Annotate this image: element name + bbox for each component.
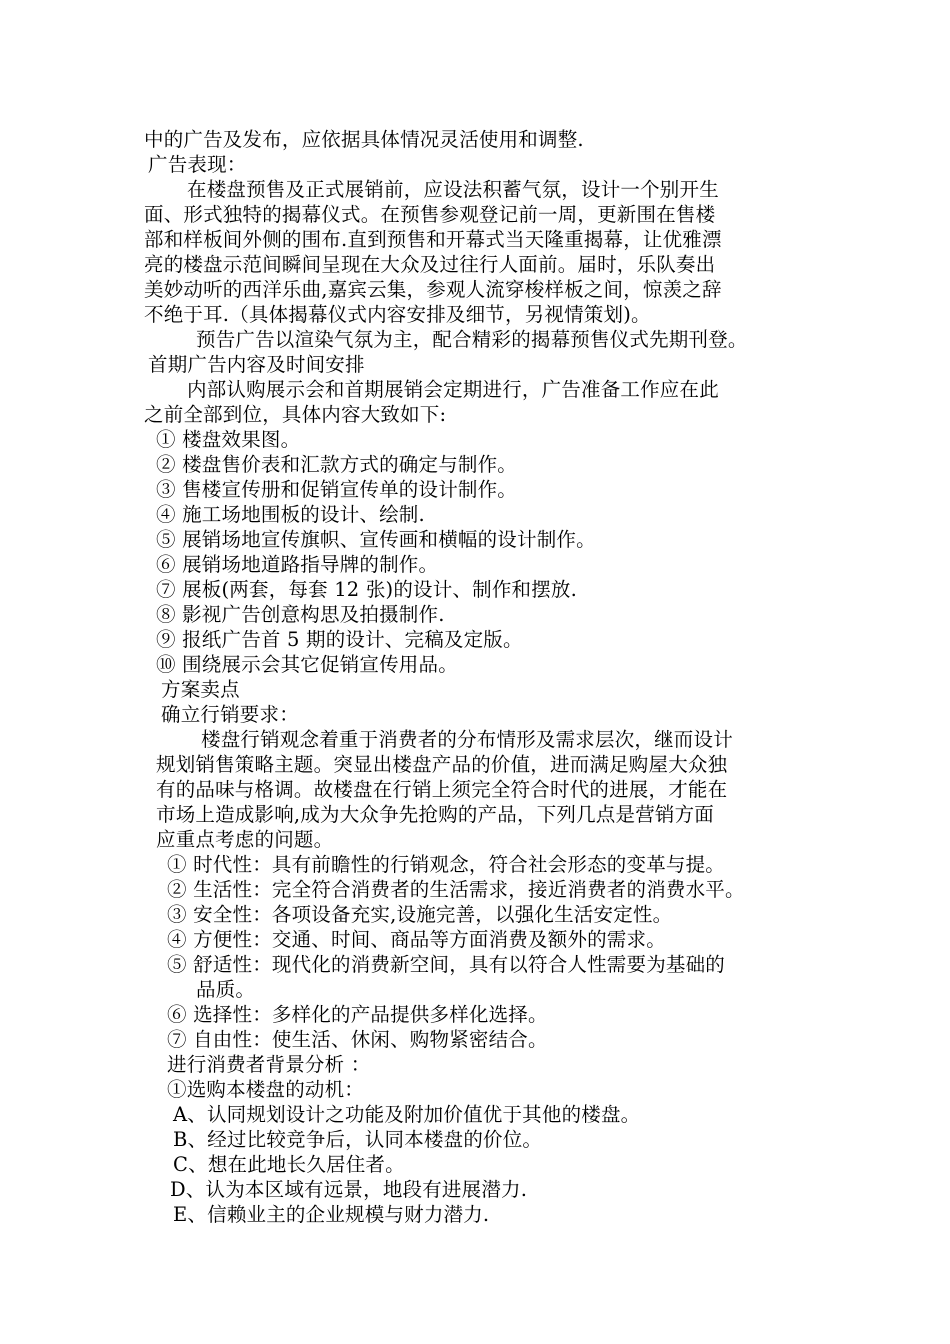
text-line: 之前全部到位，具体内容大致如下: (144, 403, 447, 426)
list-item: D、认为本区域有远景，地段有进展潜力. (170, 1178, 528, 1201)
list-item: ⑥ 展销场地道路指导牌的制作。 (156, 553, 439, 576)
text-line: 楼盘行销观念着重于消费者的分布情形及需求层次，继而设计 (201, 728, 733, 751)
list-item: ② 生活性：完全符合消费者的生活需求，接近消费者的消费水平。 (167, 878, 745, 901)
text-line: 有的品味与格调。故楼盘在行销上须完全符合时代的进展，才能在 (156, 778, 728, 801)
list-item: ⑤ 舒适性：现代化的消费新空间，具有以符合人性需要为基础的 (167, 953, 725, 976)
text-line: 部和样板间外侧的围布.直到预售和开幕式当天隆重揭幕，让优雅漂 (144, 228, 722, 251)
section-heading: 进行消费者背景分析 ： (167, 1053, 371, 1076)
list-item: ② 楼盘售价表和汇款方式的确定与制作。 (156, 453, 517, 476)
list-item: ⑥ 选择性：多样化的产品提供多样化选择。 (167, 1003, 548, 1026)
text-line: 亮的楼盘示范间瞬间呈现在大众及过往行人面前。届时，乐队奏出 (144, 253, 716, 276)
list-item: ① 时代性：具有前瞻性的行销观念，符合社会形态的变革与提。 (167, 853, 725, 876)
text-line: 内部认购展示会和首期展销会定期进行，广告准备工作应在此 (187, 378, 719, 401)
text-line: 美妙动听的西洋乐曲,嘉宾云集，参观人流穿梭样板之间，惊羡之辞 (144, 278, 722, 301)
list-item: ③ 售楼宣传册和促销宣传单的设计制作。 (156, 478, 517, 501)
list-item: ⑩ 围绕展示会其它促销宣传用品。 (156, 653, 458, 676)
text-line: 规划销售策略主题。突显出楼盘产品的价值，进而满足购屋大众独 (156, 753, 728, 776)
list-item: ① 楼盘效果图。 (156, 428, 301, 451)
text-line: 预告广告以渲染气氛为主，配合精彩的揭幕预售仪式先期刊登。 (196, 328, 748, 351)
text-line: 面、形式独特的揭幕仪式。在预售参观登记前一周，更新围在售楼 (144, 203, 716, 226)
section-heading: 方案卖点 (161, 678, 240, 701)
section-heading: 广告表现： (148, 153, 247, 176)
section-heading: 首期广告内容及时间安排 (148, 353, 365, 376)
text-line: 中的广告及发布，应依据具体情况灵活使用和调整. (144, 128, 584, 151)
list-item: ⑤ 展销场地宣传旗帜、宣传画和横幅的设计制作。 (156, 528, 596, 551)
list-item: E、信赖业主的企业规模与财力潜力. (173, 1203, 490, 1226)
list-item-continuation: 品质。 (196, 978, 256, 1001)
list-item: ⑧ 影视广告创意构思及拍摄制作. (156, 603, 445, 626)
list-item: ⑦ 自由性：使生活、休闲、购物紧密结合。 (167, 1028, 548, 1051)
section-heading: 确立行销要求： (161, 703, 299, 726)
list-item: B、经过比较竞争后，认同本楼盘的价位。 (173, 1128, 543, 1151)
text-line: 应重点考虑的问题。 (156, 828, 334, 851)
list-item: C、想在此地长久居住者。 (173, 1153, 405, 1176)
text-line: 在楼盘预售及正式展销前，应设法积蓄气氛，设计一个别开生 (187, 178, 719, 201)
list-item: ④ 施工场地围板的设计、绘制. (156, 503, 425, 526)
text-line: 不绝于耳.（具体揭幕仪式内容安排及细节，另视情策划)。 (144, 303, 651, 326)
list-item: ③ 安全性：各项设备充实,设施完善，以强化生活安定性。 (167, 903, 673, 926)
text-line: 市场上造成影响,成为大众争先抢购的产品，下列几点是营销方面 (156, 803, 714, 826)
list-item: ④ 方便性：交通、时间、商品等方面消费及额外的需求。 (167, 928, 666, 951)
list-item: ⑦ 展板(两套，每套 12 张)的设计、制作和摆放. (156, 578, 578, 601)
list-item: A、认同规划设计之功能及附加价值优于其他的楼盘。 (173, 1103, 641, 1126)
list-item: ⑨ 报纸广告首 5 期的设计、完稿及定版。 (156, 628, 523, 651)
list-item: ①选购本楼盘的动机： (167, 1078, 365, 1101)
